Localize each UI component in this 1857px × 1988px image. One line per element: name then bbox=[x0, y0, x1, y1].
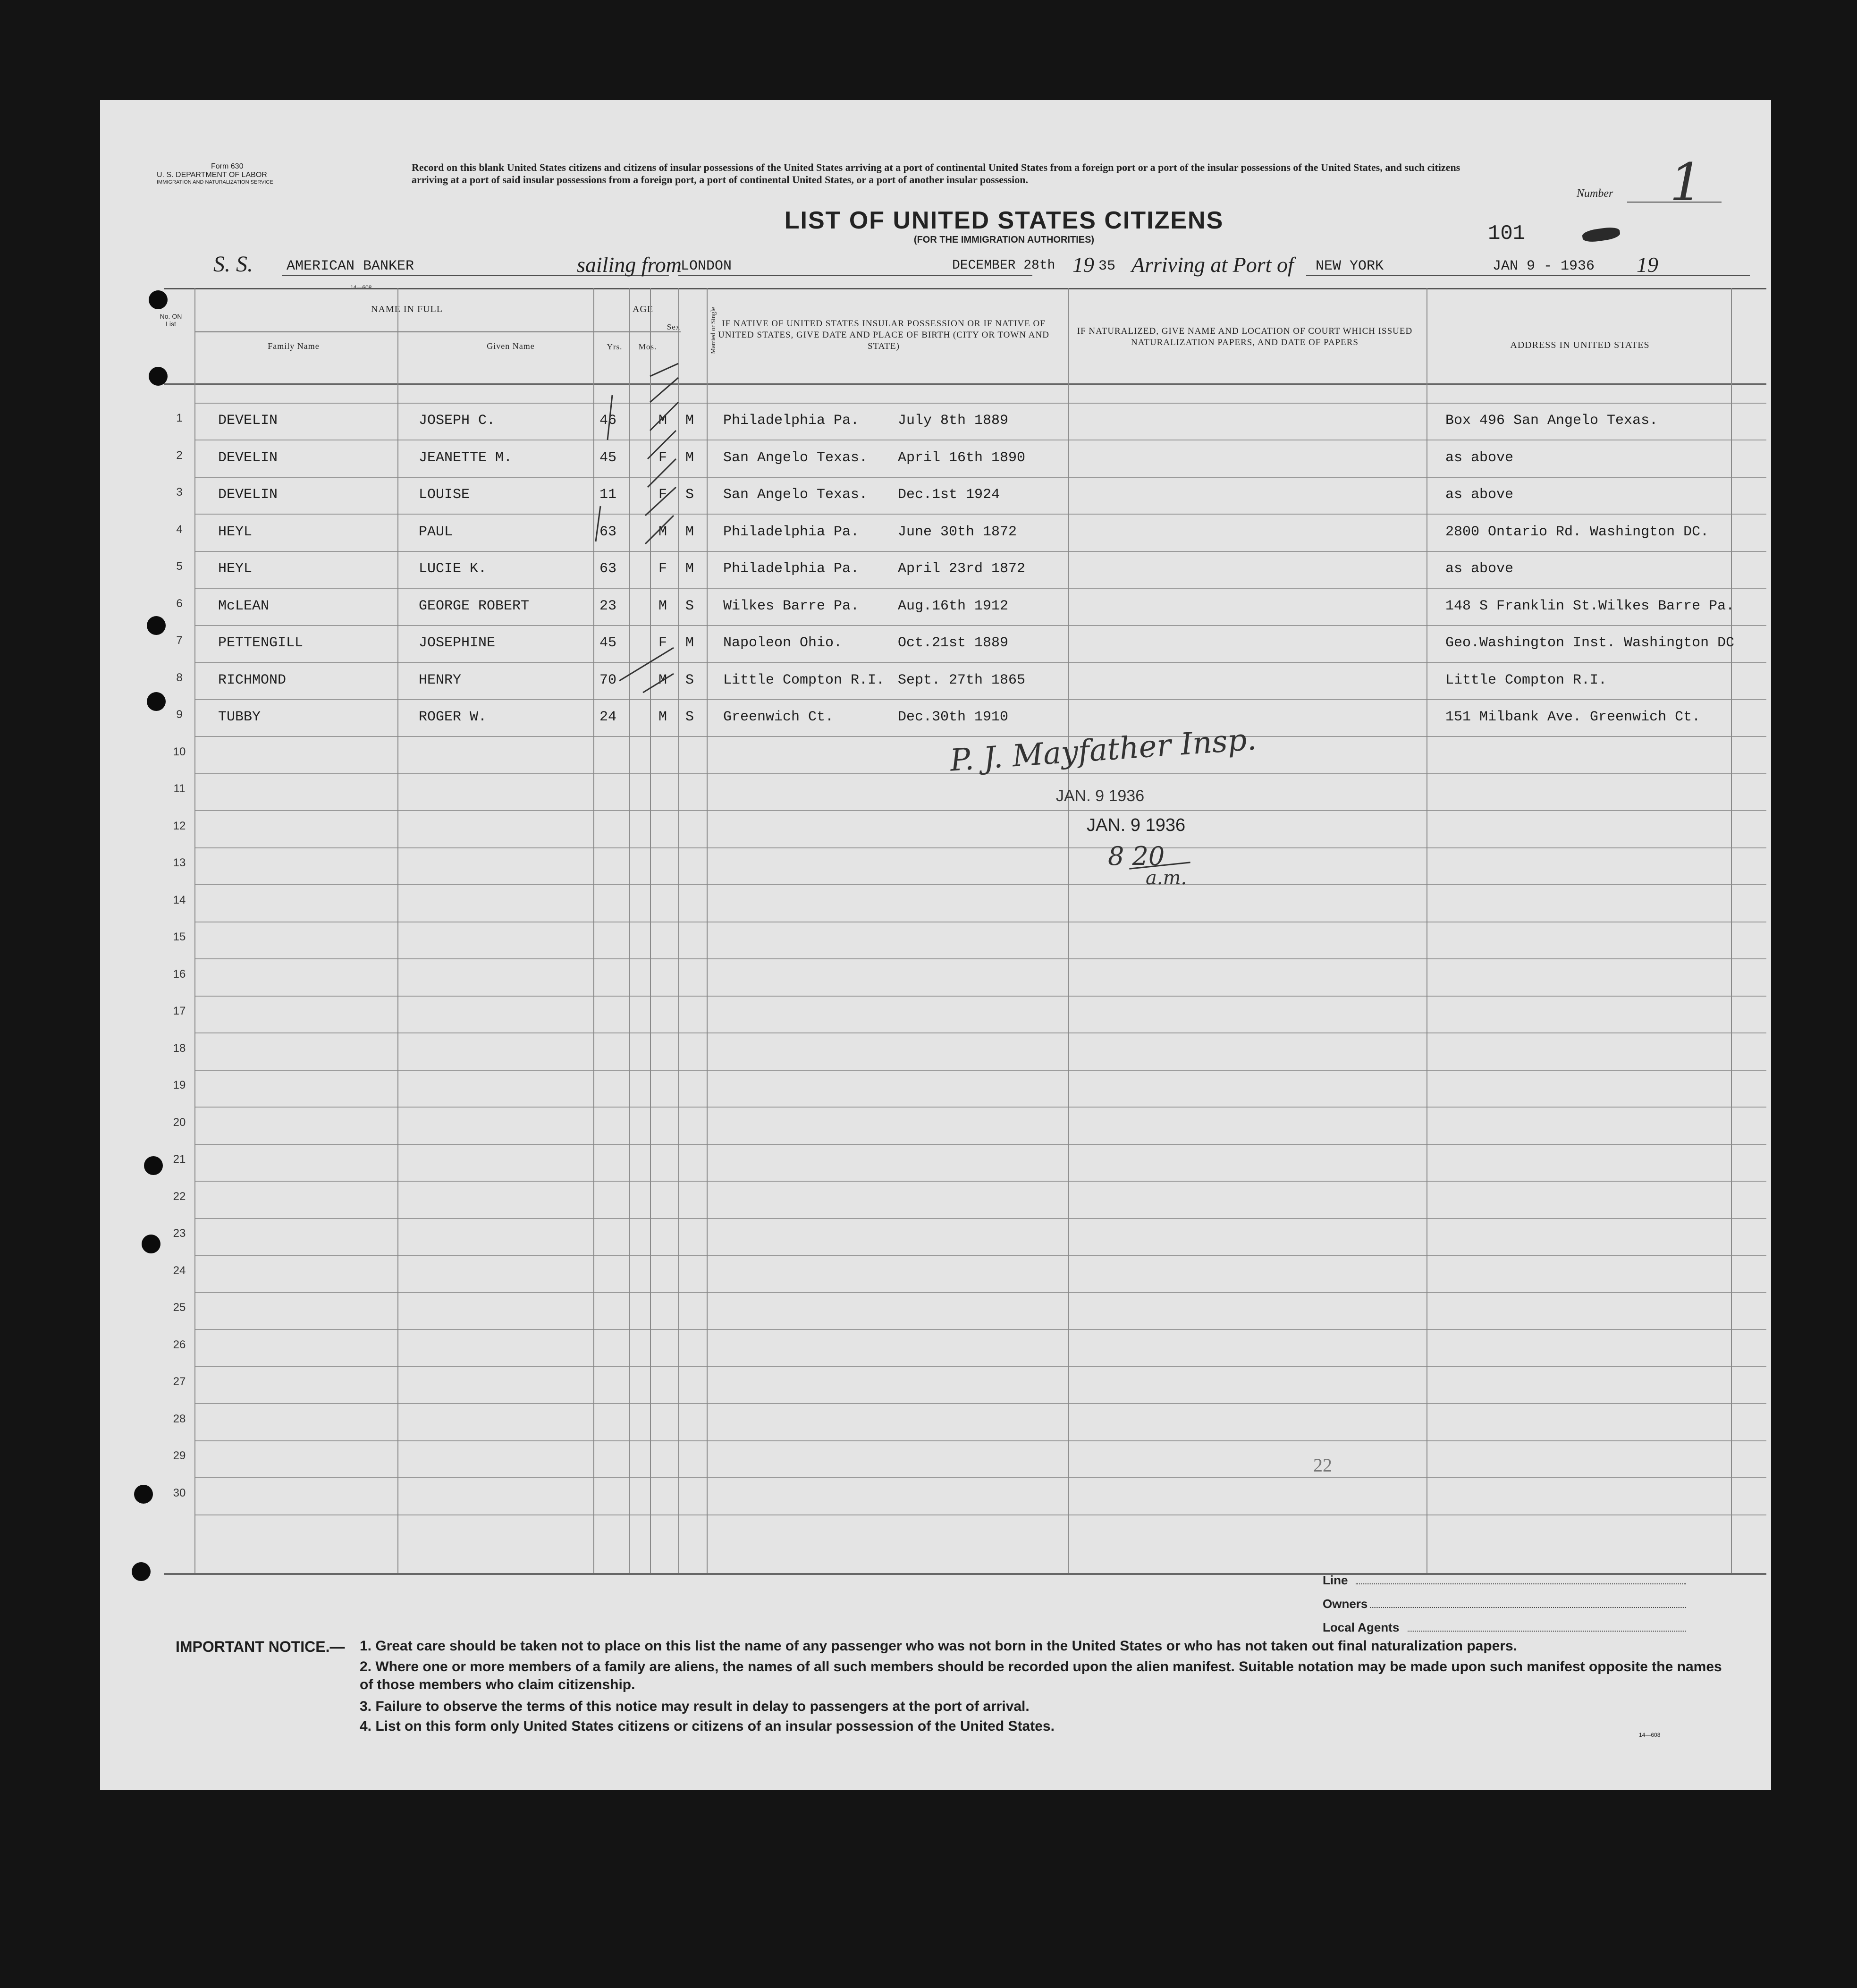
row-number: 8 bbox=[176, 671, 183, 684]
check-mark-2 bbox=[596, 506, 600, 541]
arrival-date: JAN 9 - 1936 bbox=[1493, 258, 1595, 274]
row-number: 20 bbox=[173, 1116, 186, 1129]
cell-marital-status: M bbox=[685, 413, 694, 429]
cell-birth-place: Wilkes Barre Pa. bbox=[723, 598, 860, 614]
cell-birth-date: July 8th 1889 bbox=[898, 413, 1009, 429]
cell-marital-status: M bbox=[685, 524, 694, 540]
row-number: 6 bbox=[176, 597, 183, 610]
ship-name: AMERICAN BANKER bbox=[287, 258, 414, 274]
punch-hole bbox=[149, 367, 168, 386]
row-number: 10 bbox=[173, 745, 186, 758]
punch-hole bbox=[144, 1156, 163, 1175]
row-number: 18 bbox=[173, 1042, 186, 1055]
year-prefix: 19 bbox=[1072, 253, 1094, 277]
cell-birth-place: San Angelo Texas. bbox=[723, 487, 868, 503]
printing-code: 14—608 bbox=[350, 284, 372, 291]
sailing-label: sailing from bbox=[577, 253, 682, 277]
header-naturalized: IF NATURALIZED, GIVE NAME AND LOCATION OF COURT WHICH ISSUED NATURALIZATION PAPERS, AND DATE OF PAPERS bbox=[1077, 326, 1413, 347]
cell-birth-place: San Angelo Texas. bbox=[723, 450, 868, 466]
cell-age-years: 45 bbox=[599, 635, 617, 651]
cell-us-address: as above bbox=[1445, 450, 1514, 466]
punch-hole bbox=[134, 1485, 153, 1504]
arriving-label: Arriving at Port of bbox=[1131, 253, 1294, 277]
row-number: 19 bbox=[173, 1079, 186, 1091]
form-instruction: Record on this blank United States citizens and citizens of insular possessions of the United States arriving at a port of continental United States from a foreign port or a port of the insular possessions of the United States, and such citizens arriving at a port of said insular possessions from a foreign port, a port of continental United States, or a port of another insular possession. bbox=[412, 161, 1460, 186]
cell-given-name: JOSEPH C. bbox=[419, 413, 496, 429]
cell-birth-date: Dec.1st 1924 bbox=[898, 487, 1000, 503]
cell-birth-date: Dec.30th 1910 bbox=[898, 709, 1009, 725]
cell-birth-date: Aug.16th 1912 bbox=[898, 598, 1009, 614]
page-subtitle: (FOR THE IMMIGRATION AUTHORITIES) bbox=[913, 235, 1095, 245]
tick-mark bbox=[645, 487, 676, 516]
arrival-port: NEW YORK bbox=[1316, 258, 1384, 274]
header-family-name: Family Name bbox=[268, 341, 320, 351]
cell-given-name: ROGER W. bbox=[419, 709, 487, 725]
row-number: 1 bbox=[176, 412, 183, 424]
cell-age-years: 24 bbox=[599, 709, 617, 725]
notice-1: 1. Great care should be taken not to place on this list the name of any passenger who was not born in the United States or who has not taken out final naturalization papers. bbox=[360, 1638, 1518, 1654]
row-number: 26 bbox=[173, 1338, 186, 1351]
cell-sex: F bbox=[658, 487, 667, 503]
sailing-date: DECEMBER 28th bbox=[952, 258, 1055, 273]
cell-birth-place: Napoleon Ohio. bbox=[723, 635, 843, 651]
cell-marital-status: M bbox=[685, 635, 694, 651]
notice-2: 2. Where one or more members of a family are aliens, the names of all such members should be recorded upon the alien manifest. Suitable notation may be made upon such manifest opposite the names of those members who claim citizenship. bbox=[360, 1659, 1722, 1692]
cell-us-address: Little Compton R.I. bbox=[1445, 672, 1607, 688]
row-number: 22 bbox=[173, 1190, 186, 1203]
cell-birth-date: Oct.21st 1889 bbox=[898, 635, 1009, 651]
header-age: AGE bbox=[632, 304, 654, 314]
cell-us-address: Geo.Washington Inst. Washington DC bbox=[1445, 635, 1735, 651]
row-number: 28 bbox=[173, 1413, 186, 1425]
row-number: 27 bbox=[173, 1375, 186, 1388]
cell-us-address: as above bbox=[1445, 561, 1514, 577]
header-mos: Mos. bbox=[638, 342, 657, 351]
row-number: 5 bbox=[176, 560, 183, 573]
check-mark-1 bbox=[608, 395, 612, 440]
cell-birth-date: April 16th 1890 bbox=[898, 450, 1026, 466]
row-number: 24 bbox=[173, 1264, 186, 1277]
footer-code: 14—608 bbox=[1639, 1732, 1661, 1738]
cell-family-name: RICHMOND bbox=[218, 672, 287, 688]
punch-hole bbox=[142, 1235, 160, 1253]
check-marks bbox=[100, 100, 1771, 1790]
row-number: 3 bbox=[176, 486, 183, 499]
row-number: 29 bbox=[173, 1449, 186, 1462]
notice-3: 3. Failure to observe the terms of this notice may result in delay to passengers at the port of arrival. bbox=[360, 1699, 1030, 1714]
cell-age-years: 46 bbox=[599, 413, 617, 429]
punch-hole bbox=[147, 692, 166, 711]
page-mark: 22 bbox=[1313, 1455, 1332, 1476]
cell-family-name: McLEAN bbox=[218, 598, 270, 614]
cell-marital-status: M bbox=[685, 450, 694, 466]
notice-title: IMPORTANT NOTICE.— bbox=[176, 1638, 345, 1655]
manifest-page bbox=[100, 100, 1771, 1790]
cell-age-years: 70 bbox=[599, 672, 617, 688]
tick-mark bbox=[648, 431, 676, 459]
line-field bbox=[1356, 1583, 1686, 1584]
cell-sex: F bbox=[658, 561, 667, 577]
punch-hole bbox=[147, 616, 166, 635]
row-number: 2 bbox=[176, 449, 183, 462]
cell-given-name: HENRY bbox=[419, 672, 462, 688]
cell-given-name: GEORGE ROBERT bbox=[419, 598, 530, 614]
header-yrs: Yrs. bbox=[607, 342, 623, 351]
cell-birth-place: Philadelphia Pa. bbox=[723, 524, 860, 540]
row-number: 4 bbox=[176, 523, 183, 536]
cell-birth-date: June 30th 1872 bbox=[898, 524, 1017, 540]
cell-us-address: Box 496 San Angelo Texas. bbox=[1445, 413, 1658, 429]
page-title: LIST OF UNITED STATES CITIZENS bbox=[784, 207, 1224, 234]
cell-marital-status: S bbox=[685, 598, 694, 614]
line-label: Line bbox=[1323, 1573, 1348, 1587]
cell-marital-status: M bbox=[685, 561, 694, 577]
owners-field bbox=[1370, 1607, 1686, 1608]
tick-mark bbox=[650, 402, 678, 431]
number-label: Number bbox=[1577, 187, 1613, 200]
cell-family-name: HEYL bbox=[218, 524, 253, 540]
header-given-name: Given Name bbox=[487, 341, 535, 351]
form-number: Form 630 bbox=[211, 162, 244, 170]
cell-family-name: PETTENGILL bbox=[218, 635, 304, 651]
cell-birth-place: Philadelphia Pa. bbox=[723, 561, 860, 577]
owners-label: Owners bbox=[1323, 1597, 1368, 1611]
cell-birth-date: Sept. 27th 1865 bbox=[898, 672, 1026, 688]
cell-age-years: 45 bbox=[599, 450, 617, 466]
cell-age-years: 63 bbox=[599, 561, 617, 577]
ss-label: S. S. bbox=[213, 252, 253, 277]
cell-given-name: LUCIE K. bbox=[419, 561, 487, 577]
cell-age-years: 23 bbox=[599, 598, 617, 614]
cell-sex: M bbox=[658, 598, 667, 614]
row-number: 15 bbox=[173, 931, 186, 943]
cell-marital-status: S bbox=[685, 672, 694, 688]
tick-mark bbox=[650, 364, 678, 376]
cell-sex: M bbox=[658, 709, 667, 725]
agents-label: Local Agents bbox=[1323, 1620, 1400, 1634]
date-stamp-1: JAN. 9 1936 bbox=[1056, 787, 1145, 805]
row-number: 30 bbox=[173, 1487, 186, 1499]
cell-given-name: JOSEPHINE bbox=[419, 635, 496, 651]
header-address: ADDRESS IN UNITED STATES bbox=[1510, 340, 1650, 350]
department-label: U. S. DEPARTMENT OF LABOR bbox=[157, 171, 267, 179]
row-number: 9 bbox=[176, 708, 183, 721]
cell-age-years: 11 bbox=[599, 487, 617, 503]
cell-sex: M bbox=[658, 672, 667, 688]
cell-sex: M bbox=[658, 524, 667, 540]
service-label: IMMIGRATION AND NATURALIZATION SERVICE bbox=[157, 179, 273, 185]
tick-mark bbox=[650, 378, 678, 402]
row-number: 23 bbox=[173, 1227, 186, 1240]
agents-field bbox=[1408, 1631, 1686, 1632]
stamp-number: 101 bbox=[1488, 222, 1526, 245]
header-sex: Sex bbox=[667, 322, 681, 331]
row-number: 16 bbox=[173, 968, 186, 981]
cell-given-name: PAUL bbox=[419, 524, 453, 540]
header-name-in-full: NAME IN FULL bbox=[371, 304, 443, 314]
row-number: 21 bbox=[173, 1153, 186, 1166]
cell-sex: F bbox=[658, 450, 667, 466]
notice-4: 4. List on this form only United States citizens or citizens of an insular possession of the United States. bbox=[360, 1718, 1055, 1734]
tick-mark bbox=[619, 648, 674, 681]
cell-family-name: HEYL bbox=[218, 561, 253, 577]
punch-hole bbox=[132, 1562, 151, 1581]
cell-us-address: 151 Milbank Ave. Greenwich Ct. bbox=[1445, 709, 1701, 725]
header-married-single: Married or Single bbox=[710, 307, 717, 354]
row-number: 17 bbox=[173, 1005, 186, 1017]
cell-given-name: JEANETTE M. bbox=[419, 450, 513, 466]
row-number: 25 bbox=[173, 1301, 186, 1314]
date-stamp-2: JAN. 9 1936 bbox=[1087, 815, 1186, 835]
cell-family-name: DEVELIN bbox=[218, 413, 278, 429]
cell-us-address: as above bbox=[1445, 487, 1514, 503]
header-birth: IF NATIVE OF UNITED STATES INSULAR POSSESSION OR IF NATIVE OF UNITED STATES, GIVE DATE AND PLACE OF BIRTH (CITY OR TOWN AND STATE) bbox=[718, 319, 1049, 351]
cell-birth-place: Little Compton R.I. bbox=[723, 672, 885, 688]
tick-mark bbox=[645, 516, 674, 544]
sailing-from: LONDON bbox=[681, 258, 732, 274]
cell-family-name: DEVELIN bbox=[218, 487, 278, 503]
row-number: 14 bbox=[173, 894, 186, 906]
cell-age-years: 63 bbox=[599, 524, 617, 540]
cell-us-address: 2800 Ontario Rd. Washington DC. bbox=[1445, 524, 1709, 540]
cell-birth-place: Philadelphia Pa. bbox=[723, 413, 860, 429]
tick-mark bbox=[648, 459, 676, 487]
cell-family-name: TUBBY bbox=[218, 709, 261, 725]
inspector-signature: P. J. Mayfather Insp. bbox=[949, 722, 1258, 778]
row-number: 11 bbox=[173, 782, 186, 795]
year-suffix: 19 bbox=[1637, 253, 1658, 277]
sailing-year: 35 bbox=[1098, 258, 1116, 274]
cell-birth-place: Greenwich Ct. bbox=[723, 709, 834, 725]
row-number: 13 bbox=[173, 856, 186, 869]
number-value: 1 bbox=[1670, 152, 1703, 212]
cell-family-name: DEVELIN bbox=[218, 450, 278, 466]
cell-birth-date: April 23rd 1872 bbox=[898, 561, 1026, 577]
header-no-on-list: No. ON List bbox=[160, 313, 182, 328]
cell-given-name: LOUISE bbox=[419, 487, 470, 503]
cell-sex: F bbox=[658, 635, 667, 651]
handwritten-time: 8 20 bbox=[1108, 841, 1165, 871]
punch-hole bbox=[149, 290, 168, 309]
cell-sex: M bbox=[658, 413, 667, 429]
cell-us-address: 148 S Franklin St.Wilkes Barre Pa. bbox=[1445, 598, 1735, 614]
tick-mark bbox=[643, 674, 674, 693]
cell-marital-status: S bbox=[685, 709, 694, 725]
handwritten-am: a.m. bbox=[1146, 867, 1187, 889]
row-number: 12 bbox=[173, 820, 186, 832]
cell-marital-status: S bbox=[685, 487, 694, 503]
row-number: 7 bbox=[176, 634, 183, 647]
